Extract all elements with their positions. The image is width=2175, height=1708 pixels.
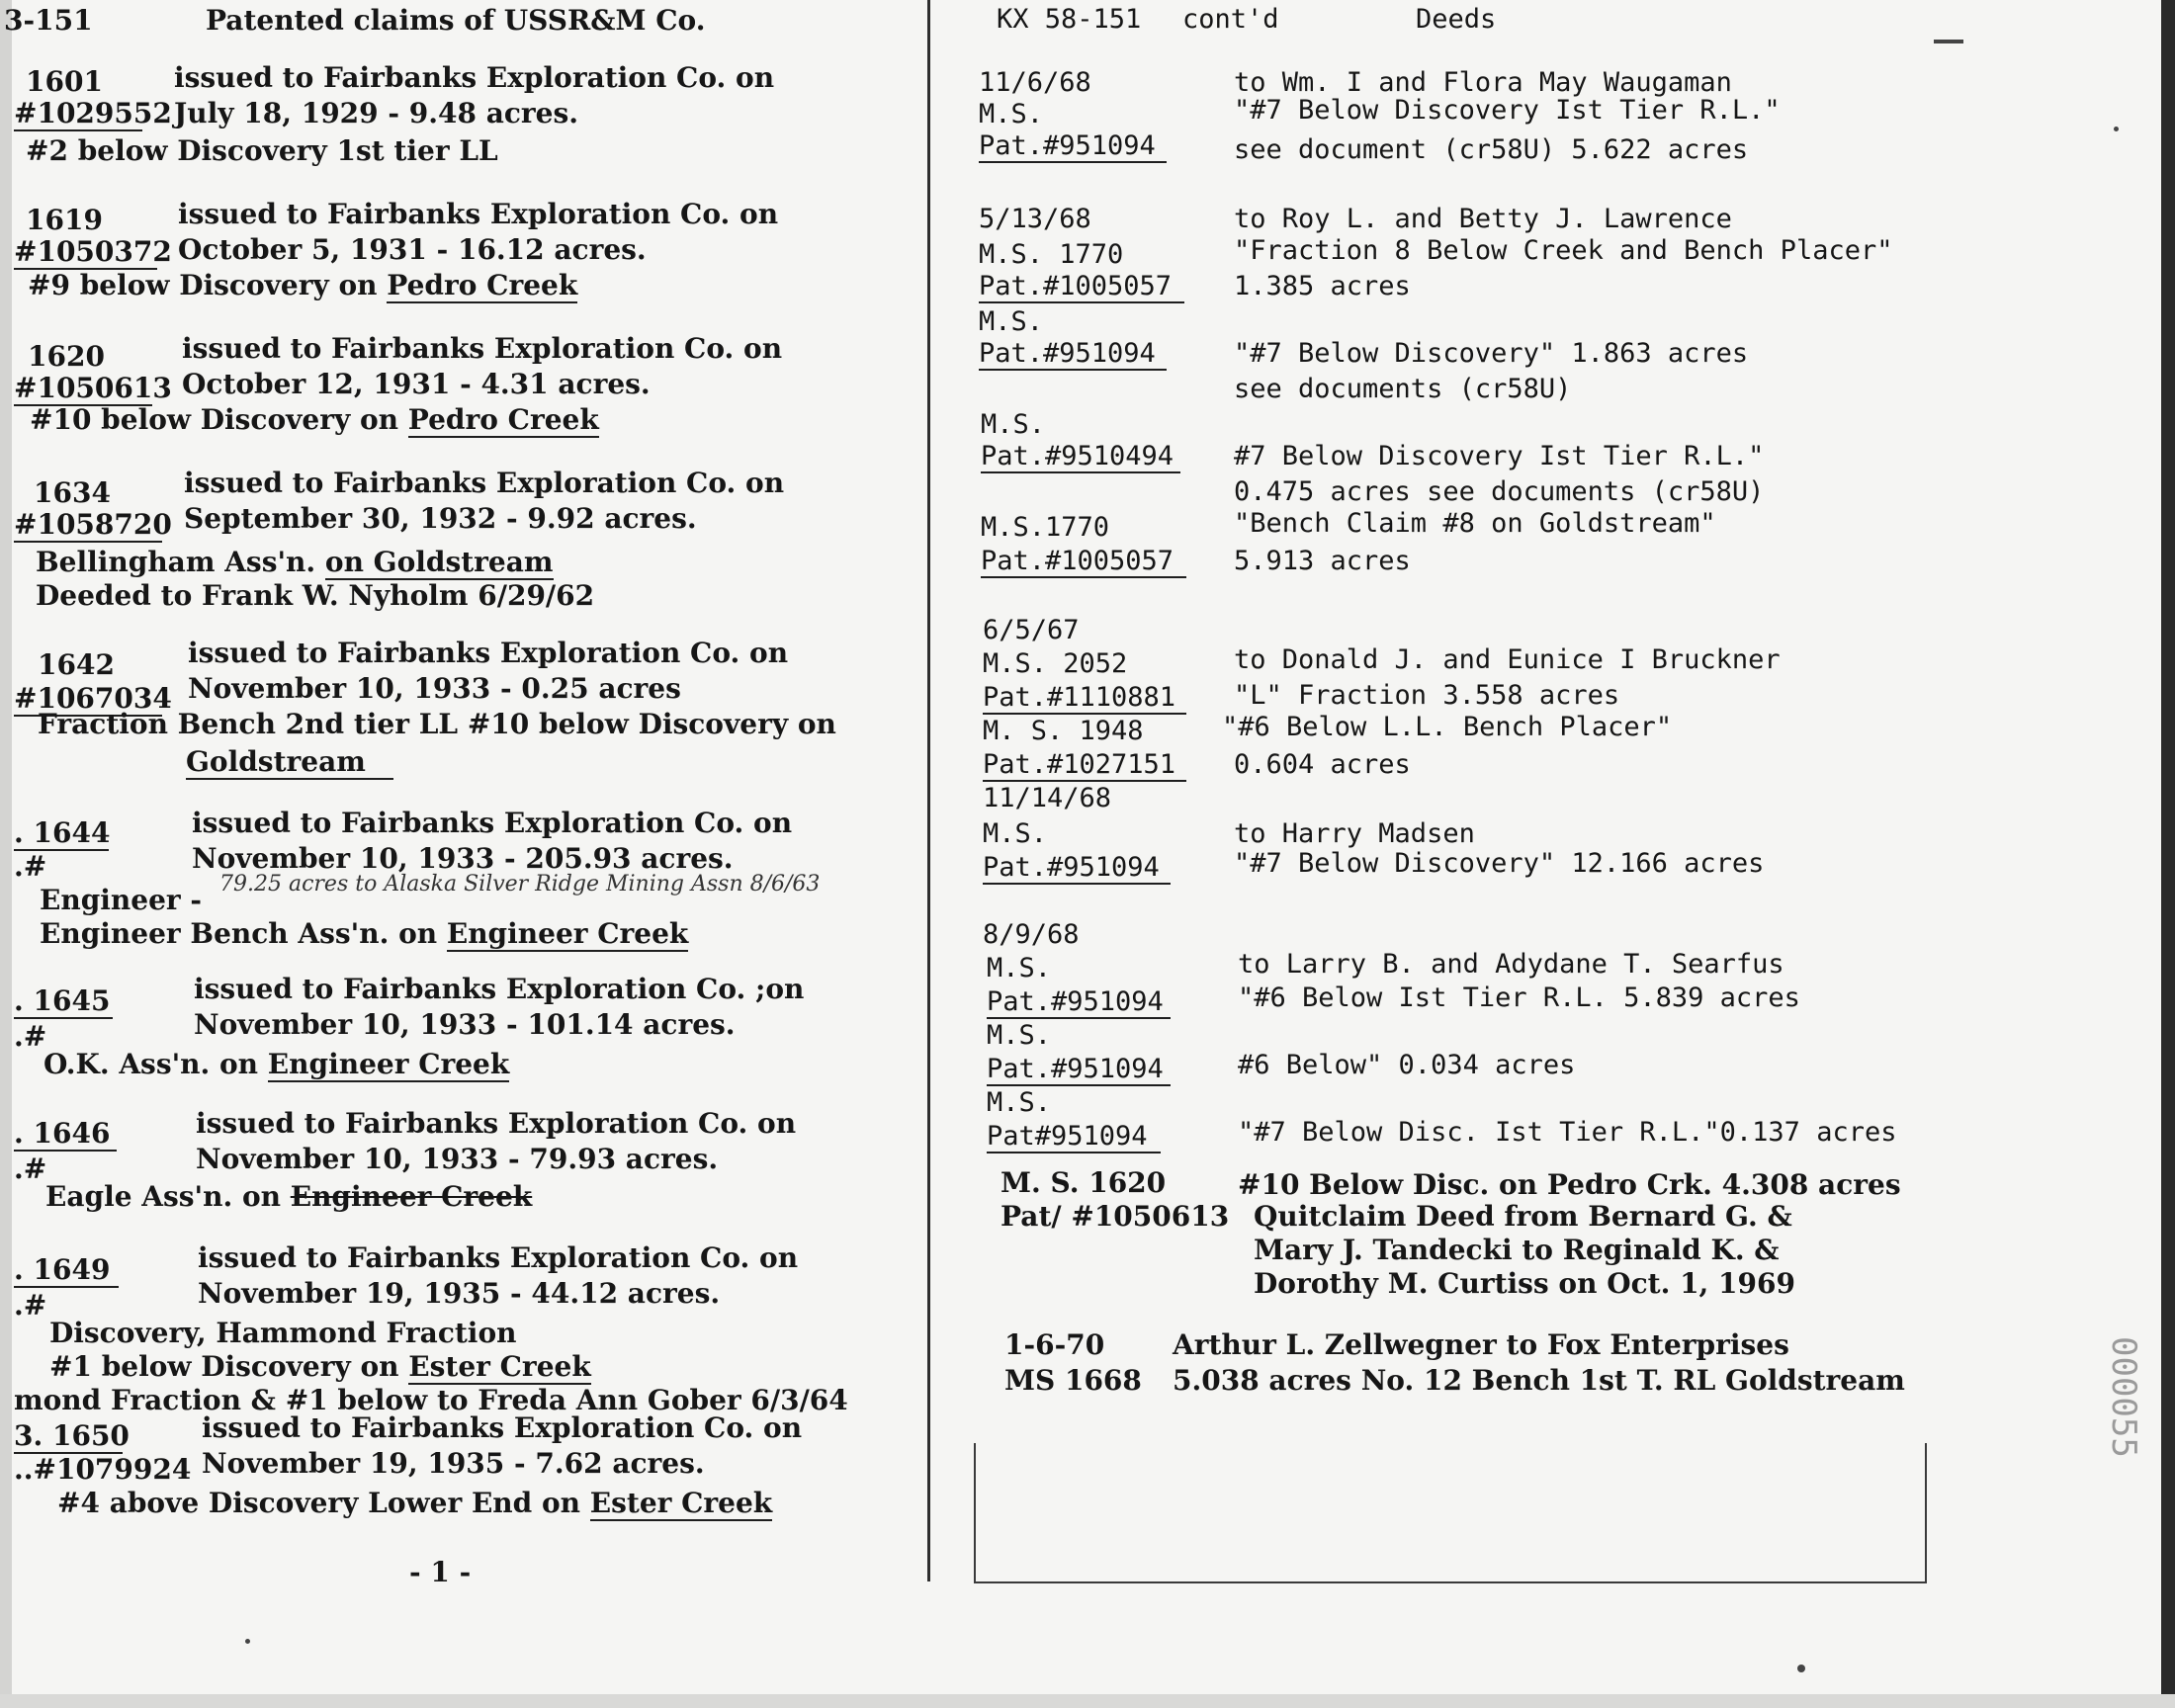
entry-line: #9 below Discovery on Pedro Creek <box>28 269 578 301</box>
deed-cell-a: 5/13/68 <box>979 204 1091 234</box>
entry-num: 1634 <box>34 476 111 509</box>
entry-line: issued to Fairbanks Exploration Co. on <box>188 637 789 669</box>
left-header-num: 3-151 <box>4 4 93 37</box>
entry-line: Goldstream <box>186 745 393 780</box>
entry-line: Deeded to Frank W. Nyholm 6/29/62 <box>36 579 595 612</box>
bracket-box <box>974 1443 1927 1583</box>
entry-line: October 5, 1931 - 16.12 acres. <box>178 233 647 266</box>
entry-line: issued to Fairbanks Exploration Co. on <box>174 61 775 94</box>
scan-edge-right <box>2161 0 2175 1708</box>
deed-typed-a: M. S. 1620 <box>1000 1166 1167 1199</box>
scan-speck <box>2114 127 2119 131</box>
deed-cell-a: M.S. <box>987 1020 1052 1051</box>
entry-line: Eagle Ass'n. on Engineer Creek <box>45 1180 533 1213</box>
entry-line: O.K. Ass'n. on Engineer Creek <box>44 1048 510 1080</box>
deed-cell-a: Pat.#1005057 <box>979 271 1184 303</box>
deed-cell-b: to Wm. I and Flora May Waugaman <box>1234 67 1732 98</box>
deed-cell-a: Pat.#951094 <box>979 130 1167 163</box>
deed-typed-b: #10 Below Disc. on Pedro Crk. 4.308 acres <box>1238 1168 1901 1201</box>
entry-line: November 19, 1935 - 7.62 acres. <box>202 1447 705 1480</box>
entry-num: 1601 <box>26 65 103 98</box>
deed-cell-b: #6 Below" 0.034 acres <box>1238 1050 1576 1080</box>
entry-pat: #1029552 <box>14 97 172 129</box>
entry-pat: .# <box>14 1289 47 1322</box>
entry-line: November 10, 1933 - 79.93 acres. <box>196 1143 719 1175</box>
document-stamp-number: 000055 <box>2104 1336 2143 1458</box>
entry-line: issued to Fairbanks Exploration Co. on <box>184 467 785 499</box>
entry-num: 1619 <box>26 204 103 236</box>
deed-cell-b: 1.385 acres <box>1234 271 1411 301</box>
deed-cell-a: Pat.#1027151 <box>983 749 1186 782</box>
deed-cell-b: "#7 Below Discovery" 12.166 acres <box>1234 848 1765 879</box>
entry-num: . 1644 <box>14 816 111 849</box>
deed-cell-b: "#6 Below L.L. Bench Placer" <box>1222 712 1673 742</box>
entry-line: mond Fraction & #1 below to Freda Ann Gober 6/3/64 <box>14 1384 848 1416</box>
entry-line: issued to Fairbanks Exploration Co. on <box>196 1107 797 1140</box>
column-divider <box>927 0 930 1581</box>
deed-cell-b: "L" Fraction 3.558 acres <box>1234 680 1620 711</box>
deed-cell-a: M.S. 1770 <box>979 239 1124 270</box>
deed-cell-b: "#6 Below Ist Tier R.L. 5.839 acres <box>1238 982 1800 1013</box>
deed-typed-b: Arthur L. Zellwegner to Fox Enterprises <box>1173 1328 1789 1361</box>
deed-cell-a: Pat.#951094 <box>987 1054 1171 1086</box>
deed-cell-a: 11/6/68 <box>979 67 1091 98</box>
deed-cell-a: M.S. <box>979 99 1044 129</box>
scan-edge-left <box>0 0 12 1708</box>
deed-cell-a: 8/9/68 <box>983 919 1080 950</box>
entry-line: Discovery, Hammond Fraction <box>49 1317 517 1349</box>
deed-cell-b: "Fraction 8 Below Creek and Bench Placer" <box>1234 235 1893 266</box>
deed-cell-a: Pat#951094 <box>987 1121 1161 1153</box>
deed-cell-b: 0.604 acres <box>1234 749 1411 780</box>
entry-num: 1642 <box>38 648 115 681</box>
deed-typed-b: Dorothy M. Curtiss on Oct. 1, 1969 <box>1254 1267 1795 1300</box>
deed-cell-b: see documents (cr58U) <box>1234 374 1572 404</box>
deed-cell-b: "#7 Below Discovery Ist Tier R.L." <box>1234 95 1781 126</box>
entry-line: issued to Fairbanks Exploration Co. on <box>192 807 793 839</box>
left-header-title: Patented claims of USSR&M Co. <box>206 4 706 37</box>
right-header-cont: cont'd <box>1182 4 1279 35</box>
entry-pat: ..#1079924 <box>14 1453 192 1486</box>
entry-line: October 12, 1931 - 4.31 acres. <box>182 368 651 400</box>
deed-cell-a: Pat.#1110881 <box>983 682 1186 715</box>
right-header-num: KX 58-151 <box>997 4 1142 35</box>
deed-typed-a: MS 1668 <box>1004 1364 1142 1397</box>
entry-pat: #1050372 <box>14 235 172 268</box>
entry-line: Engineer Bench Ass'n. on Engineer Creek <box>40 917 689 950</box>
deed-cell-a: 6/5/67 <box>983 615 1080 645</box>
deed-cell-a: Pat.#951094 <box>983 852 1171 885</box>
deed-cell-a: M.S. <box>981 409 1046 440</box>
entry-line: issued to Fairbanks Exploration Co. on <box>182 332 783 365</box>
deed-typed-b: Quitclaim Deed from Bernard G. & <box>1254 1200 1792 1233</box>
entry-pat: #1050613 <box>14 372 172 404</box>
entry-line: Engineer - <box>40 884 203 916</box>
deed-cell-b: "Bench Claim #8 on Goldstream" <box>1234 508 1716 539</box>
entry-line: #10 below Discovery on Pedro Creek <box>30 403 599 436</box>
scan-speck <box>1797 1665 1805 1672</box>
entry-line: issued to Fairbanks Exploration Co. ;on <box>194 973 805 1005</box>
entry-line: Fraction Bench 2nd tier LL #10 below Discovery on <box>38 708 836 740</box>
deed-cell-b: see document (cr58U) 5.622 acres <box>1234 134 1749 165</box>
deed-typed-b: Mary J. Tandecki to Reginald K. & <box>1254 1234 1780 1266</box>
deed-cell-b: 0.475 acres see documents (cr58U) <box>1234 476 1765 507</box>
deed-cell-a: M.S. <box>983 818 1048 849</box>
entry-pat: #1067034 <box>14 682 172 715</box>
entry-pat: .# <box>14 1020 47 1053</box>
deed-cell-a: M.S. <box>987 953 1052 983</box>
deed-typed-a: 1-6-70 <box>1004 1328 1105 1361</box>
deed-cell-b: to Roy L. and Betty J. Lawrence <box>1234 204 1732 234</box>
deed-cell-b: to Donald J. and Eunice I Bruckner <box>1234 644 1781 675</box>
deed-cell-a: M.S. 2052 <box>983 648 1128 679</box>
deed-cell-a: M.S.1770 <box>981 512 1110 543</box>
deed-cell-a: Pat.#951094 <box>979 338 1167 371</box>
deed-cell-a: M.S. <box>979 306 1044 337</box>
entry-num: 1620 <box>28 340 105 373</box>
entry-line: issued to Fairbanks Exploration Co. on <box>202 1411 803 1444</box>
entry-line: November 19, 1935 - 44.12 acres. <box>198 1277 721 1310</box>
deed-cell-a: 11/14/68 <box>983 783 1112 813</box>
deed-cell-a: Pat.#951094 <box>987 986 1171 1019</box>
entry-line: November 10, 1933 - 101.14 acres. <box>194 1008 736 1041</box>
deed-cell-b: 5.913 acres <box>1234 546 1411 576</box>
entry-line: #1 below Discovery on Ester Creek <box>49 1350 591 1383</box>
deed-cell-b: "#7 Below Discovery" 1.863 acres <box>1234 338 1749 369</box>
entry-pat: .# <box>14 850 47 883</box>
page-number: - 1 - <box>409 1556 472 1588</box>
scan-speck <box>1934 40 1963 43</box>
deed-cell-a: Pat.#1005057 <box>981 546 1186 578</box>
entry-line: November 10, 1933 - 205.93 acres. <box>192 842 734 875</box>
deed-cell-a: Pat.#9510494 <box>981 441 1180 473</box>
entry-line: Bellingham Ass'n. on Goldstream <box>36 546 554 578</box>
handwritten-note: 79.25 acres to Alaska Silver Ridge Mining Assn 8/6/63 <box>219 872 821 897</box>
entry-num: 3. 1650 <box>14 1419 130 1452</box>
entry-line: July 18, 1929 - 9.48 acres. <box>174 97 578 129</box>
deed-cell-a: M. S. 1948 <box>983 716 1144 746</box>
scan-speck <box>245 1639 250 1644</box>
entry-num: . 1646 <box>14 1117 117 1152</box>
entry-pat: .# <box>14 1153 47 1185</box>
entry-line: #2 below Discovery 1st tier LL <box>26 134 498 167</box>
entry-line: issued to Fairbanks Exploration Co. on <box>178 198 779 230</box>
deed-cell-b: #7 Below Discovery Ist Tier R.L." <box>1234 441 1765 471</box>
deed-cell-b: to Harry Madsen <box>1234 818 1475 849</box>
deed-typed-a: Pat/ #1050613 <box>1000 1200 1230 1233</box>
deed-typed-b: 5.038 acres No. 12 Bench 1st T. RL Goldstream <box>1173 1364 1905 1397</box>
entry-line: September 30, 1932 - 9.92 acres. <box>184 502 697 535</box>
entry-pat: #1058720 <box>14 508 172 541</box>
deed-cell-b: to Larry B. and Adydane T. Searfus <box>1238 949 1784 980</box>
entry-line: #4 above Discovery Lower End on Ester Creek <box>57 1487 773 1519</box>
deed-cell-b: "#7 Below Disc. Ist Tier R.L."0.137 acres <box>1238 1117 1897 1148</box>
entry-line: issued to Fairbanks Exploration Co. on <box>198 1241 799 1274</box>
entry-line: November 10, 1933 - 0.25 acres <box>188 672 681 705</box>
right-header-title: Deeds <box>1416 4 1497 35</box>
entry-num: . 1649 <box>14 1253 119 1288</box>
scan-edge-bottom <box>0 1694 2175 1708</box>
deed-cell-a: M.S. <box>987 1087 1052 1118</box>
entry-num: . 1645 <box>14 984 113 1019</box>
